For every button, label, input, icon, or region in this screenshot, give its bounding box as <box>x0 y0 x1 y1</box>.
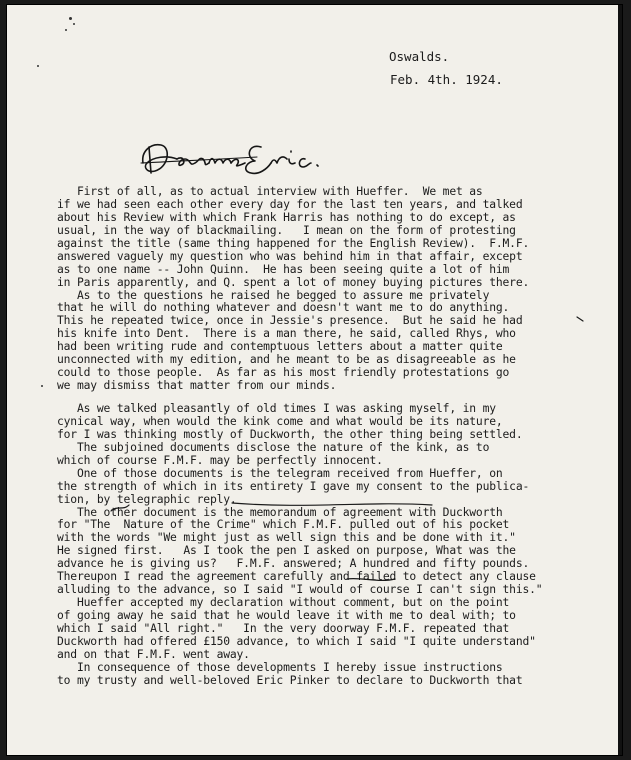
body-line: This he repeated twice, once in Jessie's presence. But he said he had <box>57 313 523 328</box>
body-line: First of all, as to actual interview with Hueffer. We met as <box>57 184 483 198</box>
body-line: alluding to the advance, so I said "I would of course I can't sign this." <box>57 582 543 597</box>
letter-date: Feb. 4th. 1924. <box>390 72 503 87</box>
underline-mark <box>347 579 395 581</box>
body-line: One of those documents is the telegram received from Hueffer, on <box>57 465 503 480</box>
body-line: As to the questions he raised he begged to assure me privately <box>57 287 490 302</box>
body-line: In consequence of those developments I hereby issue instructions <box>57 659 503 674</box>
body-line: against the title (same thing happened for the English Review). F.M.F. <box>57 235 530 250</box>
caret-mark <box>111 505 129 511</box>
handwritten-corrections <box>7 5 623 756</box>
body-line: The subjoined documents disclose the nature of the kink, as to <box>57 439 490 454</box>
body-line: cynical way, when would the kink come and what would be its nature, <box>57 413 503 428</box>
comma-mark <box>577 317 583 321</box>
body-line: if we had seen each other every day for the last ten years, and talked <box>57 196 523 211</box>
letter-page <box>6 4 623 756</box>
body-line: unconnected with my edition, and he meant to be as disagreeable as he <box>57 352 516 367</box>
body-line: Hueffer accepted my declaration without comment, but on the point <box>57 595 510 610</box>
body-line: could to those people. As far as his most friendly protestations go <box>57 365 510 380</box>
body-line: As we talked pleasantly of old times I was asking myself, in my <box>57 401 496 415</box>
body-line: had been writing rude and contemptuous letters about a matter quite <box>57 339 503 354</box>
body-line: tion, by telegraphic reply. <box>57 491 237 506</box>
body-line: He signed first. As I took the pen I asked on purpose, What was the <box>57 543 516 558</box>
body-line: which I said "All right." In the very doorway F.M.F. repeated that <box>57 620 510 635</box>
body-line: we may dismiss that matter from our minds. <box>57 378 337 393</box>
body-line: for I was thinking mostly of Duckworth, the other thing being settled. <box>57 426 523 441</box>
body-line: for "The Nature of the Crime" which F.M.F. pulled out of his pocket <box>57 517 510 532</box>
body-line: about his Review with which Frank Harris has nothing to do except, as <box>57 209 516 224</box>
body-line: that he will do nothing whatever and doesn't want me to do anything. <box>57 300 510 315</box>
body-line: The other document is the memorandum of agreement with Duckworth <box>57 504 503 519</box>
body-line: Thereupon I read the agreement carefully and failed to detect any clause <box>57 569 536 584</box>
body-line: advance he is giving us? F.M.F. answered; A hundred and fifty pounds. <box>57 556 530 571</box>
underline-mark <box>232 503 432 505</box>
body-line: answered vaguely my question who was behind him in that affair, except <box>57 248 523 263</box>
body-line: Duckworth had offered £150 advance, to which I said "I quite understand" <box>57 633 536 648</box>
body-line: which of course F.M.F. may be perfectly innocent. <box>57 452 383 467</box>
body-line: and on that F.M.F. went away. <box>57 646 250 661</box>
body-line: to my trusty and well-beloved Eric Pinker to declare to Duckworth that <box>57 672 523 687</box>
body-line: as to one name -- John Quinn. He has been seeing quite a lot of him <box>57 261 510 276</box>
body-line: in Paris apparently, and Q. spent a lot of money buying pictures there. <box>57 274 530 289</box>
body-line: usual, in the way of blackmailing. I mean on the form of protesting <box>57 222 516 237</box>
body-line: with the words "We might just as well sign this and be done with it." <box>57 530 516 545</box>
body-line: the strength of which in its entirety I gave my consent to the publica- <box>57 478 530 493</box>
body-line: of going away he said that he would leave it with me to deal with; to <box>57 608 516 622</box>
body-line: his knife into Dent. There is a man there, he said, called Rhys, who <box>57 326 516 341</box>
letter-place: Oswalds. <box>389 49 450 64</box>
